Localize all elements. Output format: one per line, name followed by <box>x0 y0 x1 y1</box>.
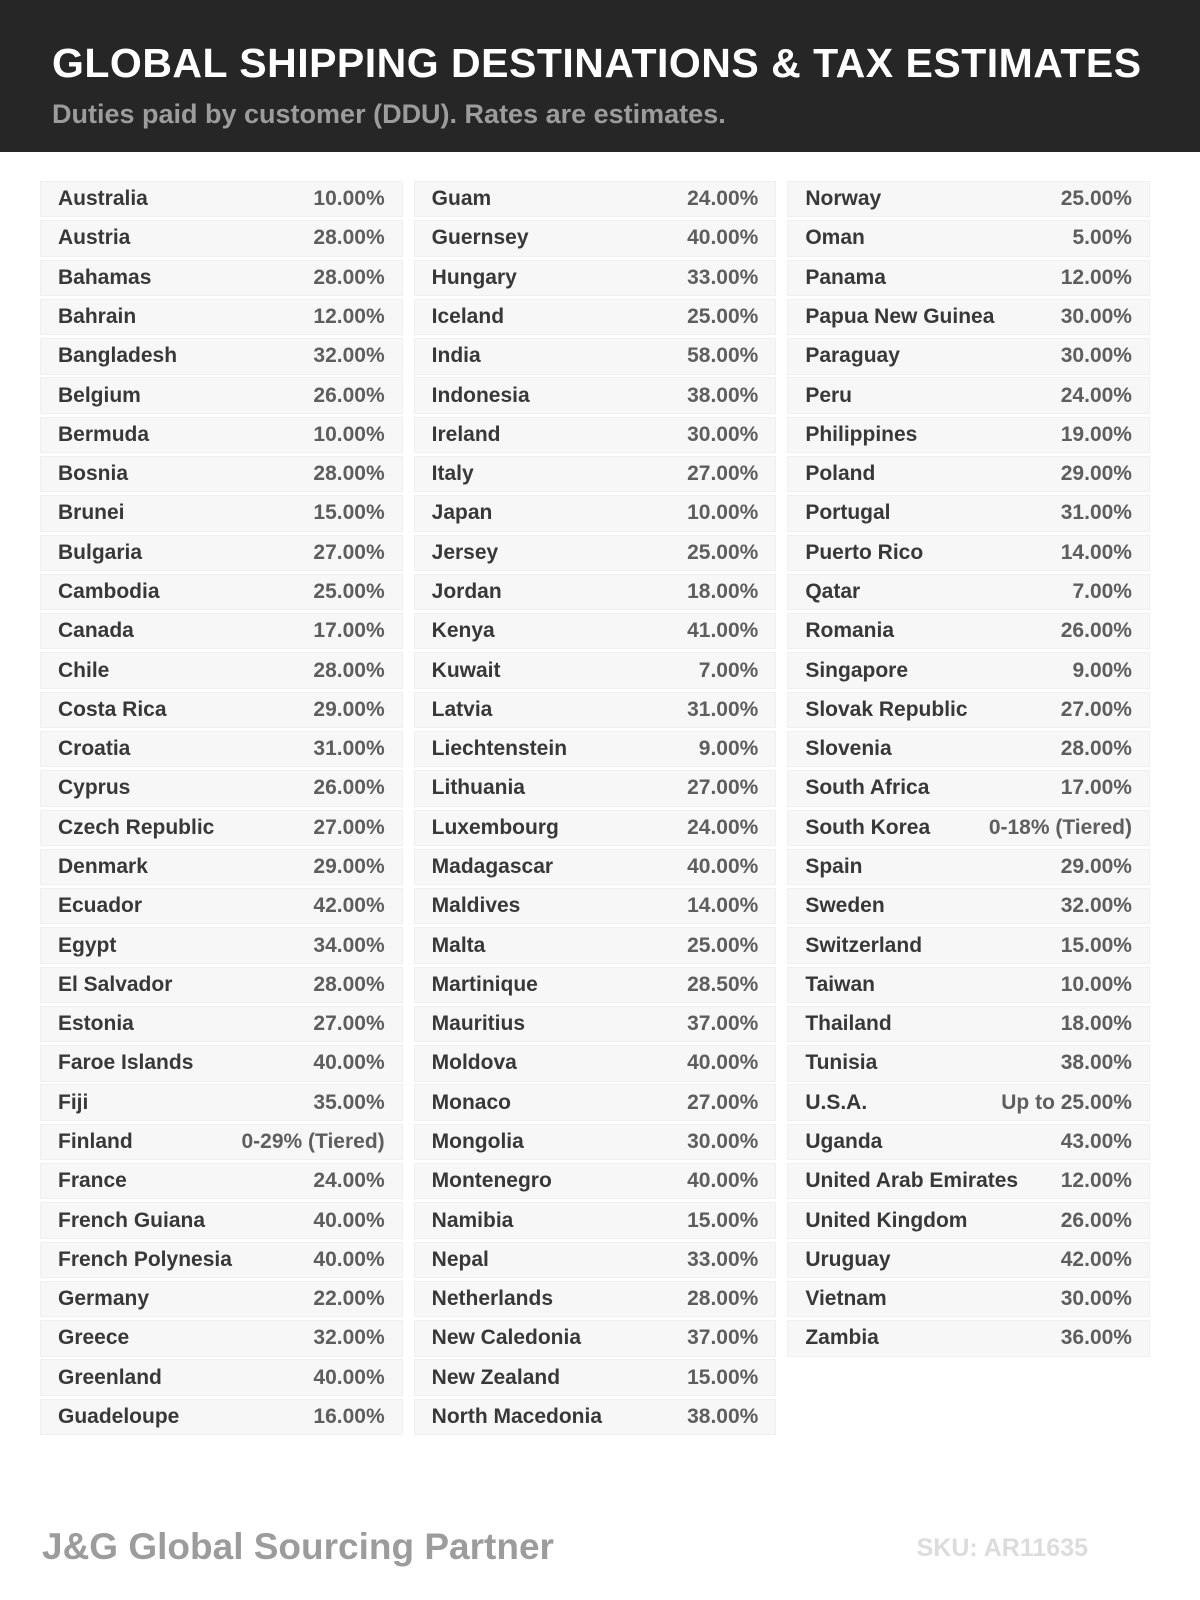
country-name: U.S.A. <box>805 1090 868 1114</box>
rate-row <box>787 1084 1150 1120</box>
country-name: Switzerland <box>805 933 923 957</box>
country-name: Ecuador <box>58 894 143 918</box>
rate-row <box>787 535 1150 571</box>
rate-row <box>414 770 777 806</box>
rate-row <box>414 535 777 571</box>
rate-row <box>787 338 1150 374</box>
tax-rate: 32.00% <box>313 344 385 368</box>
tax-rate: 10.00% <box>313 187 385 211</box>
country-name: Guernsey <box>431 226 529 250</box>
tax-rate: 5.00% <box>1072 226 1132 250</box>
tax-rate: 38.00% <box>1060 1051 1132 1075</box>
rate-column-1 <box>40 181 403 1438</box>
rate-row <box>787 652 1150 688</box>
tax-rate: 28.00% <box>313 265 385 289</box>
rate-row <box>787 692 1150 728</box>
tax-rate: 42.00% <box>1060 1247 1132 1271</box>
country-name: Germany <box>58 1287 150 1311</box>
tax-rate: 9.00% <box>1072 658 1132 682</box>
country-name: North Macedonia <box>431 1404 603 1428</box>
tax-rate: 29.00% <box>313 697 385 721</box>
country-name: Guadeloupe <box>58 1404 180 1428</box>
tax-rate: 42.00% <box>313 894 385 918</box>
tax-rate: 10.00% <box>1060 972 1132 996</box>
rate-row <box>40 1320 403 1356</box>
country-name: Moldova <box>431 1051 517 1075</box>
tax-rate: 14.00% <box>687 894 759 918</box>
country-name: Jersey <box>431 540 499 564</box>
country-name: United Arab Emirates <box>805 1169 1019 1193</box>
rate-row <box>40 731 403 767</box>
tax-rate: 26.00% <box>1060 1208 1132 1232</box>
tax-rate: 35.00% <box>313 1090 385 1114</box>
country-name: France <box>58 1169 127 1193</box>
country-name: Qatar <box>805 580 861 603</box>
tax-rate: 33.00% <box>687 265 759 289</box>
country-name: Lithuania <box>431 776 525 800</box>
tax-rate: Up to 25.00% <box>1001 1090 1132 1114</box>
country-name: Martinique <box>431 972 538 996</box>
rate-row <box>414 1242 777 1278</box>
tax-rate: 18.00% <box>687 580 759 603</box>
rate-row <box>40 770 403 806</box>
country-name: French Polynesia <box>58 1247 232 1271</box>
tax-rate: 27.00% <box>687 1090 759 1114</box>
page-title: GLOBAL SHIPPING DESTINATIONS & TAX ESTIMATES <box>52 40 1142 86</box>
country-name: Kenya <box>431 619 495 643</box>
country-name: Latvia <box>431 697 493 721</box>
rate-row <box>787 1242 1150 1278</box>
rate-row <box>40 967 403 1003</box>
country-name: Vietnam <box>805 1287 887 1311</box>
tax-rate: 27.00% <box>313 540 385 564</box>
rate-row <box>787 1202 1150 1238</box>
rate-row <box>414 1006 777 1042</box>
tax-rate: 28.00% <box>687 1287 759 1311</box>
tax-rate: 43.00% <box>1060 1129 1132 1153</box>
tax-rate: 26.00% <box>313 383 385 407</box>
tax-rate: 28.00% <box>313 462 385 486</box>
rate-row <box>787 220 1150 256</box>
tax-rate: 7.00% <box>698 658 759 682</box>
rate-row <box>414 377 777 413</box>
country-name: Estonia <box>58 1012 134 1036</box>
rate-row <box>40 1084 403 1120</box>
country-name: Bangladesh <box>58 344 178 368</box>
country-name: Namibia <box>431 1208 514 1232</box>
tax-rate: 40.00% <box>313 1051 385 1075</box>
tax-rate: 30.00% <box>1060 1287 1132 1311</box>
tax-rate: 26.00% <box>313 776 385 800</box>
page-header <box>0 0 1200 152</box>
tax-rate: 9.00% <box>698 737 759 761</box>
tax-rate: 15.00% <box>687 1208 759 1232</box>
rate-row <box>40 1124 403 1160</box>
country-name: Iceland <box>431 305 505 329</box>
country-name: Mauritius <box>431 1012 525 1036</box>
rate-row <box>414 1202 777 1238</box>
country-name: Bosnia <box>58 462 129 486</box>
rate-row <box>787 1281 1150 1317</box>
rate-row <box>787 1006 1150 1042</box>
rate-row <box>787 810 1150 846</box>
country-name: Bahrain <box>58 305 137 329</box>
rate-row <box>414 299 777 335</box>
tax-rate: 17.00% <box>1060 776 1132 800</box>
tax-rate: 40.00% <box>687 1169 759 1193</box>
country-name: Bermuda <box>58 422 150 446</box>
rate-row <box>40 574 403 610</box>
rate-row <box>414 1163 777 1199</box>
tax-rate: 12.00% <box>313 305 385 329</box>
tax-rate: 29.00% <box>1060 854 1132 878</box>
rate-row <box>40 613 403 649</box>
tax-rate: 32.00% <box>1060 894 1132 918</box>
tax-rate: 25.00% <box>687 933 759 957</box>
rate-row <box>414 731 777 767</box>
country-name: Greenland <box>58 1365 162 1389</box>
country-name: Japan <box>431 501 493 525</box>
tax-rate: 17.00% <box>313 619 385 643</box>
country-name: Brunei <box>58 501 125 525</box>
tax-rate: 22.00% <box>313 1287 385 1311</box>
tax-rate: 25.00% <box>687 305 759 329</box>
rate-row <box>40 1242 403 1278</box>
tax-rate: 38.00% <box>687 1404 759 1428</box>
tax-rate: 40.00% <box>687 854 759 878</box>
rate-column-3 <box>787 181 1150 1359</box>
tax-rate: 28.00% <box>313 658 385 682</box>
tax-rate: 15.00% <box>1060 933 1132 957</box>
country-name: Guam <box>431 187 492 211</box>
country-name: Sweden <box>805 894 885 918</box>
rate-row <box>414 417 777 453</box>
rate-row <box>414 888 777 924</box>
tax-rate: 34.00% <box>313 933 385 957</box>
rate-row <box>414 652 777 688</box>
tax-rate: 19.00% <box>1060 422 1132 446</box>
country-name: Monaco <box>431 1090 511 1114</box>
country-name: Thailand <box>805 1012 892 1036</box>
country-name: Austria <box>58 226 131 250</box>
tax-rate: 30.00% <box>1060 344 1132 368</box>
country-name: Malta <box>431 933 486 957</box>
country-name: Chile <box>58 658 110 682</box>
tax-rate: 40.00% <box>313 1208 385 1232</box>
tax-rate: 32.00% <box>313 1326 385 1350</box>
country-name: Belgium <box>58 383 141 407</box>
rate-row <box>40 652 403 688</box>
country-name: Cambodia <box>58 580 160 603</box>
tax-rate: 15.00% <box>313 501 385 525</box>
rate-row <box>40 1281 403 1317</box>
rate-row <box>414 1320 777 1356</box>
country-name: Luxembourg <box>431 815 559 839</box>
country-name: Jordan <box>431 580 502 603</box>
tax-rate: 14.00% <box>1060 540 1132 564</box>
rate-row <box>787 456 1150 492</box>
brand-text: J&G Global Sourcing Partner <box>42 1526 554 1567</box>
rate-row <box>40 220 403 256</box>
tax-rate: 10.00% <box>687 501 759 525</box>
country-name: Canada <box>58 619 134 643</box>
tax-rate: 0-18% (Tiered) <box>988 815 1132 839</box>
rate-row <box>414 1281 777 1317</box>
tax-rate: 31.00% <box>687 697 759 721</box>
country-name: Panama <box>805 265 886 289</box>
rate-row <box>787 1124 1150 1160</box>
country-name: Egypt <box>58 933 117 957</box>
rate-row <box>414 1124 777 1160</box>
tax-rate: 24.00% <box>687 187 759 211</box>
country-name: Zambia <box>805 1326 879 1350</box>
rate-row <box>787 967 1150 1003</box>
sku-label: SKU: AR11635 <box>916 1534 1088 1562</box>
country-name: Nepal <box>431 1247 489 1271</box>
country-name: Uruguay <box>805 1247 891 1271</box>
rate-row <box>787 299 1150 335</box>
country-name: Montenegro <box>431 1169 552 1193</box>
rate-row <box>787 613 1150 649</box>
rate-row <box>40 1359 403 1395</box>
country-name: Slovenia <box>805 737 892 761</box>
rate-row <box>414 967 777 1003</box>
country-name: Hungary <box>431 265 517 289</box>
rate-row <box>414 220 777 256</box>
country-name: Greece <box>58 1326 130 1350</box>
rate-row <box>414 849 777 885</box>
tax-rate: 18.00% <box>1060 1012 1132 1036</box>
rate-row <box>40 1399 403 1435</box>
rates-table <box>40 181 1150 1438</box>
tax-rate: 24.00% <box>1060 383 1132 407</box>
rate-row <box>787 770 1150 806</box>
tax-rate: 40.00% <box>687 1051 759 1075</box>
rate-row <box>40 456 403 492</box>
country-name: El Salvador <box>58 972 173 996</box>
country-name: Spain <box>805 854 863 878</box>
country-name: Portugal <box>805 501 891 525</box>
tax-rate: 40.00% <box>313 1365 385 1389</box>
tax-rate: 27.00% <box>687 776 759 800</box>
rate-row <box>40 495 403 531</box>
tax-rate: 12.00% <box>1060 1169 1132 1193</box>
rate-row <box>414 692 777 728</box>
rate-row <box>787 1163 1150 1199</box>
rate-row <box>40 299 403 335</box>
tax-rate: 27.00% <box>1060 697 1132 721</box>
tax-rate: 24.00% <box>687 815 759 839</box>
rate-row <box>40 692 403 728</box>
country-name: Uganda <box>805 1129 883 1153</box>
rate-row <box>414 613 777 649</box>
tax-rate: 25.00% <box>687 540 759 564</box>
country-name: Romania <box>805 619 895 643</box>
tax-rate: 24.00% <box>313 1169 385 1193</box>
rate-row <box>414 338 777 374</box>
rate-row <box>414 927 777 963</box>
country-name: Norway <box>805 187 882 211</box>
country-name: Indonesia <box>431 383 530 407</box>
country-name: South Korea <box>805 815 931 839</box>
country-name: United Kingdom <box>805 1208 968 1232</box>
tax-rate: 0-29% (Tiered) <box>241 1129 385 1153</box>
country-name: Paraguay <box>805 344 900 368</box>
tax-rate: 33.00% <box>687 1247 759 1271</box>
country-name: Denmark <box>58 854 148 878</box>
tax-rate: 7.00% <box>1072 580 1132 603</box>
country-name: Kuwait <box>431 658 501 682</box>
rate-row <box>40 1045 403 1081</box>
rate-row <box>414 456 777 492</box>
tax-rate: 25.00% <box>313 580 385 603</box>
country-name: New Zealand <box>431 1365 561 1389</box>
page-subtitle: Duties paid by customer (DDU). Rates are estimates. <box>52 99 726 129</box>
rate-row <box>414 574 777 610</box>
tax-rate: 15.00% <box>687 1365 759 1389</box>
country-name: Peru <box>805 383 853 407</box>
country-name: Italy <box>431 462 474 486</box>
tax-rate: 40.00% <box>313 1247 385 1271</box>
tax-rate: 25.00% <box>1060 187 1132 211</box>
rate-row <box>414 810 777 846</box>
rate-row <box>414 1359 777 1395</box>
tax-rate: 28.00% <box>313 972 385 996</box>
country-name: Fiji <box>58 1090 89 1114</box>
tax-rate: 41.00% <box>687 619 759 643</box>
tax-rate: 37.00% <box>687 1012 759 1036</box>
rate-row <box>787 377 1150 413</box>
country-name: Maldives <box>431 894 521 918</box>
rate-row <box>40 181 403 217</box>
country-name: Czech Republic <box>58 815 215 839</box>
tax-rate: 30.00% <box>1060 305 1132 329</box>
rate-row <box>40 1163 403 1199</box>
rate-row <box>414 260 777 296</box>
rate-row <box>40 888 403 924</box>
tax-rate: 10.00% <box>313 422 385 446</box>
rate-column-2 <box>414 181 777 1438</box>
rate-row <box>787 849 1150 885</box>
country-name: Mongolia <box>431 1129 524 1153</box>
country-name: India <box>431 344 481 368</box>
tax-rate: 38.00% <box>687 383 759 407</box>
tax-rate: 27.00% <box>687 462 759 486</box>
country-name: Costa Rica <box>58 697 167 721</box>
rate-row <box>787 495 1150 531</box>
tax-rate: 37.00% <box>687 1326 759 1350</box>
country-name: Puerto Rico <box>805 540 924 564</box>
country-name: Slovak Republic <box>805 697 968 721</box>
tax-rate: 29.00% <box>1060 462 1132 486</box>
rate-row <box>787 731 1150 767</box>
rate-row <box>40 377 403 413</box>
rate-row <box>40 810 403 846</box>
country-name: South Africa <box>805 776 930 800</box>
tax-rate: 31.00% <box>1060 501 1132 525</box>
rate-row <box>787 1320 1150 1356</box>
rate-row <box>40 417 403 453</box>
rate-row <box>414 1399 777 1435</box>
country-name: Liechtenstein <box>431 737 568 761</box>
country-name: Singapore <box>805 658 909 682</box>
country-name: Tunisia <box>805 1051 878 1075</box>
country-name: Cyprus <box>58 776 131 800</box>
tax-rate: 27.00% <box>313 1012 385 1036</box>
rate-row <box>414 181 777 217</box>
rate-row <box>40 849 403 885</box>
tax-rate: 36.00% <box>1060 1326 1132 1350</box>
country-name: Croatia <box>58 737 131 761</box>
tax-rate: 29.00% <box>313 854 385 878</box>
tax-rate: 58.00% <box>687 344 759 368</box>
rate-row <box>40 535 403 571</box>
country-name: French Guiana <box>58 1208 206 1232</box>
country-name: Madagascar <box>431 854 554 878</box>
rate-row <box>414 1084 777 1120</box>
country-name: Philippines <box>805 422 918 446</box>
rate-row <box>787 417 1150 453</box>
country-name: Papua New Guinea <box>805 305 995 329</box>
country-name: Australia <box>58 187 148 211</box>
rate-row <box>40 338 403 374</box>
rate-row <box>414 495 777 531</box>
tax-rate: 40.00% <box>687 226 759 250</box>
tax-rate: 28.50% <box>687 972 759 996</box>
rate-row <box>40 1202 403 1238</box>
rate-row <box>40 260 403 296</box>
country-name: Taiwan <box>805 972 875 996</box>
country-name: Poland <box>805 462 876 486</box>
rate-row <box>40 927 403 963</box>
tax-rate: 27.00% <box>313 815 385 839</box>
country-name: Bahamas <box>58 265 152 289</box>
tax-rate: 12.00% <box>1060 265 1132 289</box>
country-name: Faroe Islands <box>58 1051 194 1075</box>
rate-row <box>787 888 1150 924</box>
rate-row <box>40 1006 403 1042</box>
country-name: Netherlands <box>431 1287 554 1311</box>
tax-rate: 30.00% <box>687 1129 759 1153</box>
country-name: Finland <box>58 1129 133 1153</box>
tax-rate: 31.00% <box>313 737 385 761</box>
country-name: Ireland <box>431 422 501 446</box>
tax-rate: 30.00% <box>687 422 759 446</box>
tax-rate: 28.00% <box>1060 737 1132 761</box>
tax-rate: 26.00% <box>1060 619 1132 643</box>
rate-row <box>414 1045 777 1081</box>
tax-rate: 28.00% <box>313 226 385 250</box>
country-name: Bulgaria <box>58 540 143 564</box>
rate-row <box>787 927 1150 963</box>
country-name: Oman <box>805 226 865 250</box>
rate-row <box>787 260 1150 296</box>
country-name: New Caledonia <box>431 1326 582 1350</box>
tax-rate: 16.00% <box>313 1404 385 1428</box>
rate-row <box>787 181 1150 217</box>
rate-row <box>787 574 1150 610</box>
rate-row <box>787 1045 1150 1081</box>
